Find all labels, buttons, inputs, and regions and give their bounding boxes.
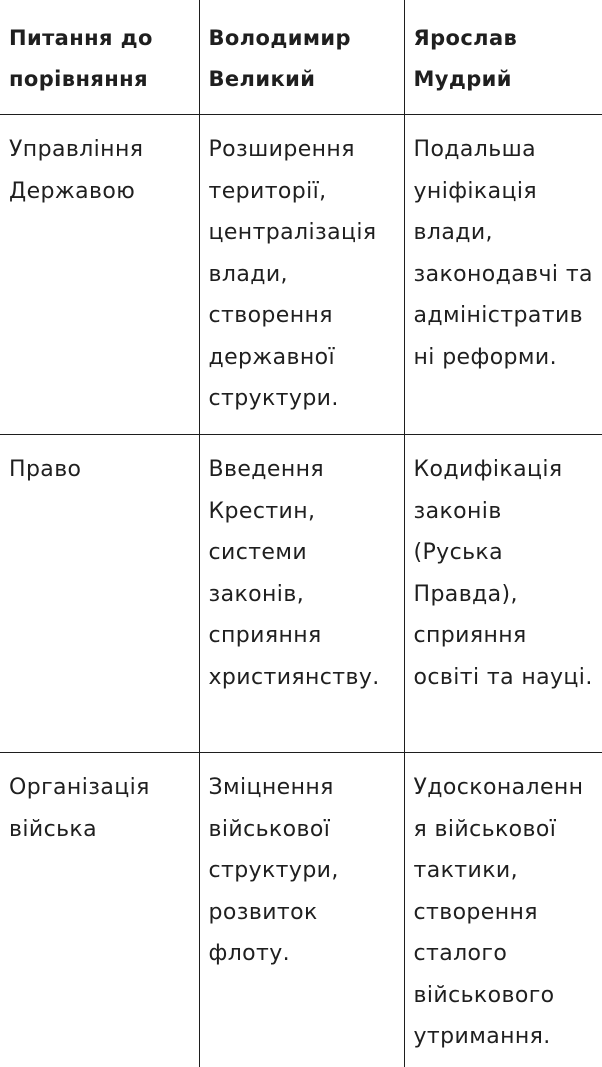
cell-yaroslav	[404, 435, 602, 753]
header-topic	[0, 0, 199, 115]
cell-yaroslav	[404, 753, 602, 1067]
header-volodymyr-text: Володимир Великий	[208, 26, 351, 91]
header-volodymyr	[199, 0, 404, 115]
table-row	[0, 435, 602, 753]
cell-volodymyr	[199, 435, 404, 753]
cell-volodymyr-text: Введення Крестин, системи законів, сприяння християнству.	[208, 457, 380, 690]
header-yaroslav-text: Ярослав Мудрий	[413, 26, 518, 91]
cell-volodymyr-text: Розширення території, централізація влади, створення державної структури.	[208, 137, 377, 411]
cell-yaroslav-text: Кодифікація законів (Руська Правда), сприяння освіті та науці.	[413, 457, 593, 690]
cell-yaroslav-text: Подальша уніфікація влади, законодавчі та адміністратив ні реформи.	[413, 137, 593, 370]
cell-topic	[0, 115, 199, 435]
cell-yaroslav-text: Удосконаленн я військової тактики, створення сталого військового утримання.	[413, 775, 584, 1049]
cell-topic	[0, 753, 199, 1067]
table-row	[0, 115, 602, 435]
header-yaroslav	[404, 0, 602, 115]
cell-topic-text: Право	[9, 457, 82, 482]
cell-volodymyr	[199, 115, 404, 435]
cell-topic-text: Управління Державою	[9, 137, 144, 204]
table-header-row	[0, 0, 602, 115]
cell-topic-text: Організація війська	[9, 775, 150, 842]
cell-topic	[0, 435, 199, 753]
table-row	[0, 753, 602, 1067]
cell-volodymyr-text: Зміцнення військової структури, розвиток флоту.	[208, 775, 339, 966]
header-topic-text: Питання до порівняння	[9, 26, 153, 91]
cell-volodymyr	[199, 753, 404, 1067]
cell-yaroslav	[404, 115, 602, 435]
